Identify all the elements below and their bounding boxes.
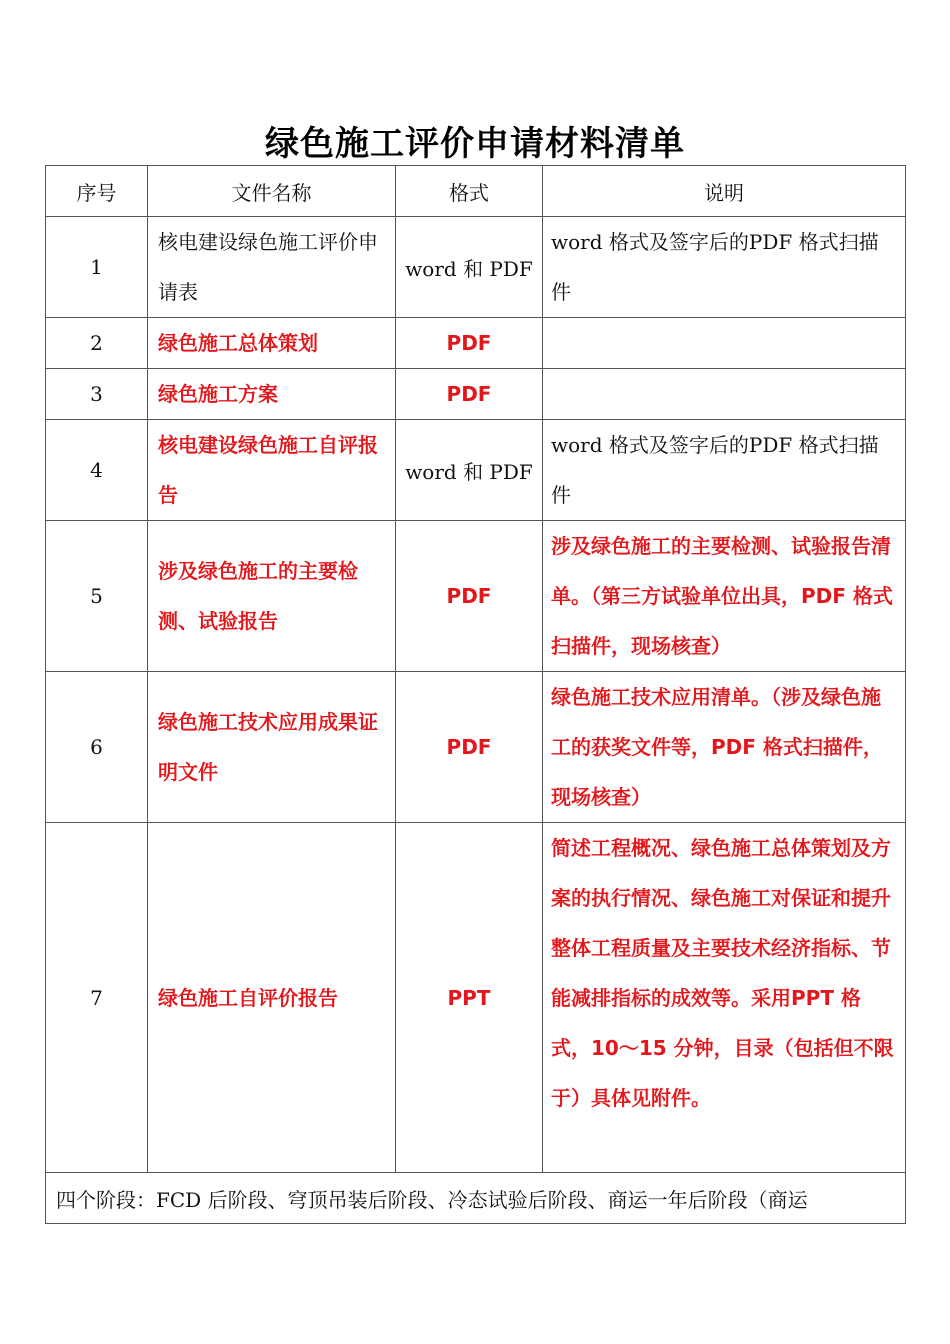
row-format: PDF [396,521,543,672]
table-row [46,217,906,318]
header-description: 说明 [543,166,906,217]
row-file-name: 绿色施工方案 [148,369,396,420]
table-row [46,521,906,672]
row-format: PDF [396,318,543,369]
row-format: word 和 PDF [396,217,543,318]
row-number: 5 [46,521,148,672]
stage-note: 四个阶段：FCD 后阶段、穹顶吊装后阶段、冷态试验后阶段、商运一年后阶段（商运 [46,1173,906,1224]
header-number: 序号 [46,166,148,217]
row-file-name: 绿色施工总体策划 [148,318,396,369]
table-footer-row [46,1173,906,1224]
header-file-name: 文件名称 [148,166,396,217]
row-file-name: 涉及绿色施工的主要检测、试验报告 [148,521,396,672]
row-format: PDF [396,672,543,823]
table-row [46,823,906,1173]
table-row [46,420,906,521]
materials-table [45,165,906,1224]
row-file-name: 核电建设绿色施工评价申请表 [148,217,396,318]
header-format: 格式 [396,166,543,217]
row-description: word 格式及签字后的PDF 格式扫描件 [543,420,906,521]
table-row [46,672,906,823]
row-number: 4 [46,420,148,521]
row-description [543,318,906,369]
row-number: 1 [46,217,148,318]
row-number: 2 [46,318,148,369]
row-description [543,369,906,420]
table-row [46,369,906,420]
row-format: word 和 PDF [396,420,543,521]
row-description: 涉及绿色施工的主要检测、试验报告清单。（第三方试验单位出具，PDF 格式扫描件，现场核查） [543,521,906,672]
table-row [46,318,906,369]
row-number: 7 [46,823,148,1173]
row-file-name: 绿色施工技术应用成果证明文件 [148,672,396,823]
row-description: word 格式及签字后的PDF 格式扫描件 [543,217,906,318]
document-title: 绿色施工评价申请材料清单 [265,124,685,164]
row-file-name: 绿色施工自评价报告 [148,823,396,1173]
row-description: 绿色施工技术应用清单。（涉及绿色施工的获奖文件等，PDF 格式扫描件，现场核查） [543,672,906,823]
row-number: 3 [46,369,148,420]
row-format: PPT [396,823,543,1173]
row-description: 简述工程概况、绿色施工总体策划及方案的执行情况、绿色施工对保证和提升整体工程质量及主要技术经济指标、节能减排指标的成效等。采用PPT 格式，10～15 分钟，目录（包括但不限于）具体见附件。 [543,823,906,1173]
row-file-name: 核电建设绿色施工自评报告 [148,420,396,521]
table-header-row [46,166,906,217]
row-format: PDF [396,369,543,420]
row-number: 6 [46,672,148,823]
